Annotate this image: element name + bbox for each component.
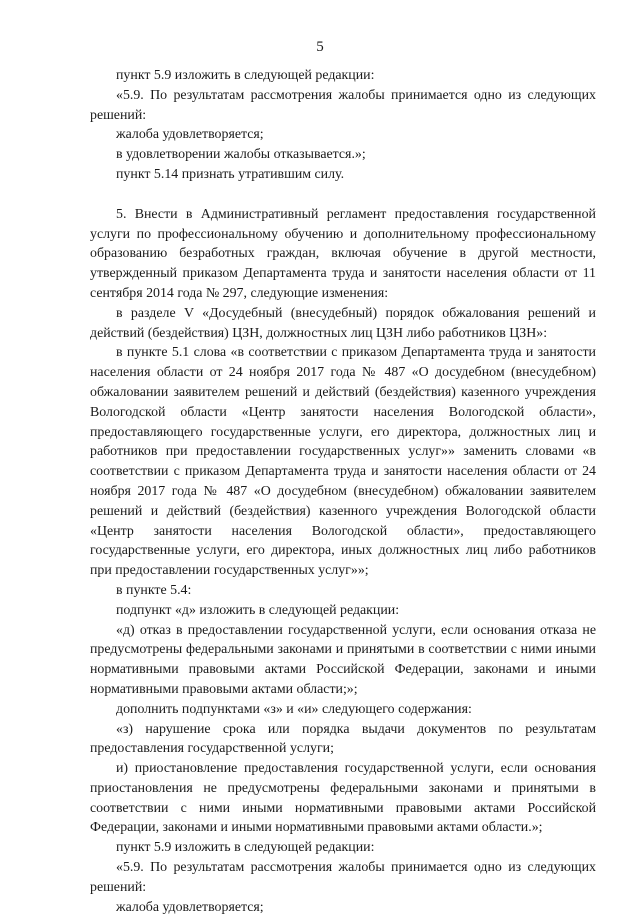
paragraph: в удовлетворении жалобы отказывается.»;: [116, 147, 366, 163]
paragraph: пункт 5.9 изложить в следующей редакции:: [116, 68, 375, 83]
paragraph: «з) нарушение срока или порядка выдачи документов по результатам предоставления государственной услуги;: [90, 721, 596, 757]
paragraph: в пункте 5.4:: [116, 582, 192, 598]
paragraph: пункт 5.9 изложить в следующей редакции:: [116, 840, 375, 856]
document-body: [90, 66, 596, 917]
paragraph: дополнить подпунктами «з» и «и» следующего содержания:: [116, 701, 472, 717]
paragraph: подпункт «д» изложить в следующей редакции:: [116, 602, 400, 618]
paragraph: «5.9. По результатам рассмотрения жалобы принимается одно из следующих решений:: [90, 87, 596, 123]
paragraph: жалоба удовлетворяется;: [116, 127, 264, 143]
paragraph: жалоба удовлетворяется;: [116, 899, 264, 915]
paragraph: пункт 5.14 признать утратившим силу.: [116, 166, 345, 182]
paragraph: и) приостановление предоставления государственной услуги, если основания приостановления не предусмотрены федеральными законами и принятыми в соответствии с ними иными нормативными правовыми актами Российской Федерации, законами и иными нормативными правовыми актами области.»;: [90, 761, 596, 836]
paragraph: «д) отказ в предоставлении государственной услуги, если основания отказа не предусмотрены федеральными законами и принятыми в соответствии с ними иными нормативными правовыми актами Российской Федерации, законами и иными нормативными правовыми актами области;»;: [90, 622, 596, 697]
paragraph: «5.9. По результатам рассмотрения жалобы принимается одно из следующих решений:: [90, 860, 596, 895]
paragraph: в разделе V «Досудебный (внесудебный) порядок обжалования решений и действий (бездействия) ЦЗН, должностных лиц ЦЗН либо работников ЦЗН»:: [90, 305, 596, 341]
paragraph: в пункте 5.1 слова «в соответствии с приказом Департамента труда и занятости населения области от 24 ноября 2017 года № 487 «О досудебном (внесудебном) обжаловании заявителем решений и действий (бездействия) казенного учреждения Вологодской области «Центр занятости населения Вологодской области», предоставляющего государственные услуги, его директора, должностных лиц и работников при предоставлении государственных услуг»» заменить словами «в соответствии с приказом Департамента труда и занятости населения области от 24 ноября 2017 года № 487 «О досудебном (внесудебном) обжаловании заявителем решений и действий (бездействия) казенного учреждения Вологодской области «Центр занятости населения Вологодской области», предоставляющего государственные услуги, его директора, иных должностных лиц либо работников при предоставлении государственных услуг»»;: [90, 345, 596, 579]
paragraph: 5. Внести в Административный регламент предоставления государственной услуги по профессиональному обучению и дополнительному профессиональному образованию безработных граждан, включая обучение в другой местности, утвержденный приказом Департамента труда и занятости населения области от 11 сентября 2014 года № 297, следующие изменения:: [90, 206, 596, 301]
page-number: 5: [316, 39, 324, 55]
